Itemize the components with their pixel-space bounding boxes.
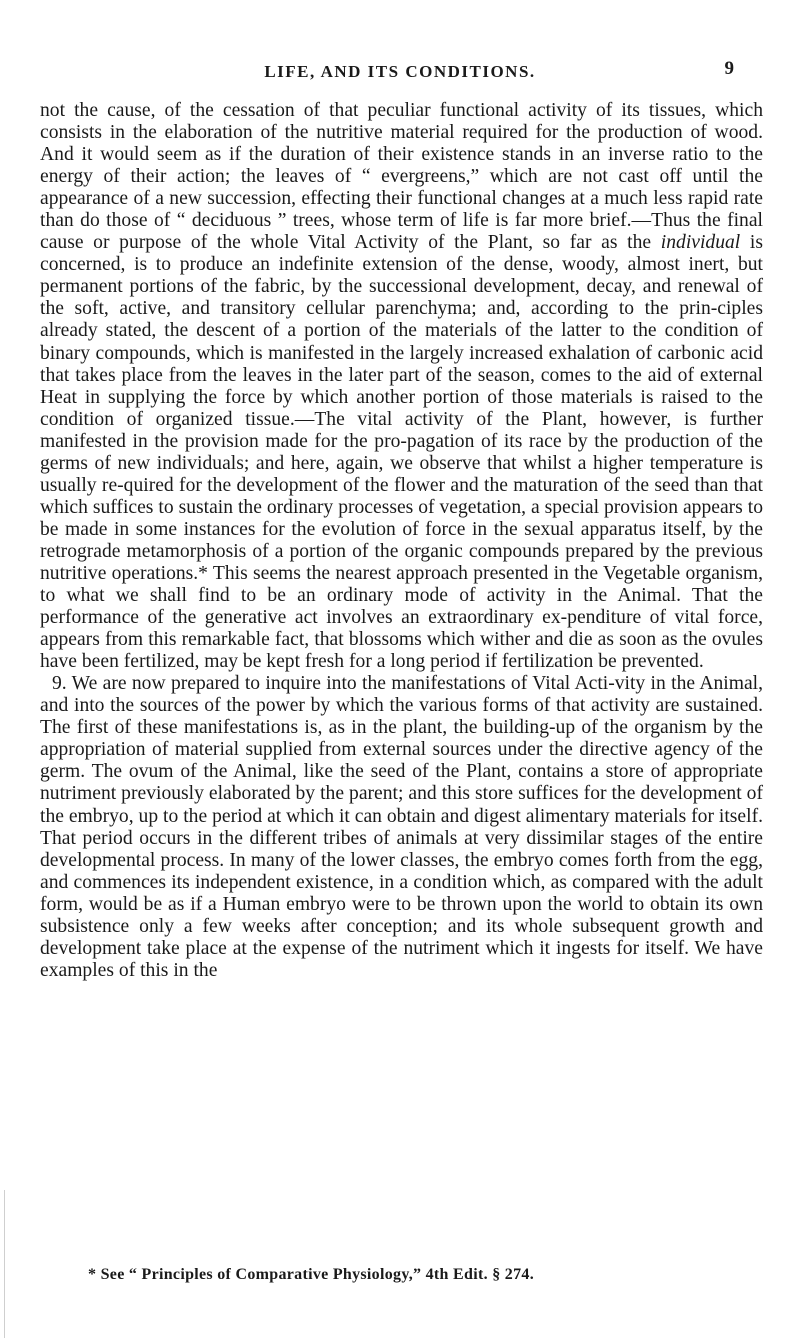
paragraph-1 (40, 100, 763, 673)
page-number: 9 (724, 58, 734, 79)
page-edge-rule (4, 1190, 5, 1338)
emphasis-individual: individual (660, 232, 741, 254)
running-title: LIFE, AND ITS CONDITIONS. (264, 62, 536, 81)
running-head (0, 58, 800, 86)
footnote: * See “ Principles of Comparative Physiology,” 4th Edit. § 274. (88, 1266, 535, 1283)
paragraph-1-text-after: is concerned, is to produce an indefinite extension of the dense, woody, almost inert, but permanent portions of the fabric, by the successional development, decay, and renewal of the soft, active, and transitory cellular parenchyma; and, according to the prin-ciples already stated, the descent of a portion of the materials of the latter to the condition of binary compounds, which is manifested in the largely increased exhalation of carbonic acid that takes place from the leaves in the later part of the season, comes to the aid of external Heat in supplying the force by which another portion of those materials is raised to the condition of organized tissue.—The vital activity of the Plant, however, is further manifested in the provision made for the pro-pagation of its race by the production of the germs of new individuals; and here, again, we observe that whilst a higher temperature is usually re-quired for the development of the flower and the maturation of the seed than that which suffices to sustain the ordinary processes of vegetation, a special provision appears to be made in some instances for the evolution of force in the sexual apparatus itself, by the retrograde metamorphosis of a portion of the organic compounds prepared by the previous nutritive operations.* This seems the nearest approach presented in the Vegetable organism, to what we shall find to be an ordinary mode of activity in the Animal. That the performance of the generative act involves an extraordinary ex-penditure of vital force, appears from this remarkable fact, that blossoms which wither and die as soon as the ovules have been fertilized, may be kept fresh for a long period if fertilization be prevented. (40, 232, 763, 673)
body-text (40, 100, 763, 982)
paragraph-1-text-before: not the cause, of the cessation of that peculiar functional activity of its tissues, which consists in the elaboration of the nutritive material required for the production of wood. And it would seem as if the duration of their existence stands in an inverse ratio to the energy of their action; the leaves of “ evergreens,” which are not cast off until the appearance of a new succession, effecting their functional changes at a much less rapid rate than do those of “ deciduous ” trees, whose term of life is far more brief.—Thus the final cause or purpose of the whole Vital Activity of the Plant, so far as the (40, 100, 763, 254)
paragraph-2: 9. We are now prepared to inquire into the manifestations of Vital Acti-vity in the Animal, and into the sources of the power by which the various forms of that activity are sustained. The first of these manifestations is, as in the plant, the building-up of the organism by the appropriation of material supplied from external sources under the directive agency of the germ. The ovum of the Animal, like the seed of the Plant, contains a store of appropriate nutriment previously elaborated by the parent; and this store suffices for the development of the embryo, up to the period at which it can obtain and digest alimentary materials for itself. That period occurs in the different tribes of animals at very dissimilar stages of the entire developmental process. In many of the lower classes, the embryo comes forth from the egg, and commences its independent existence, in a condition which, as compared with the adult form, would be as if a Human embryo were to be thrown upon the world to obtain its own subsistence only a few weeks after conception; and its whole subsequent growth and development take place at the expense of the nutriment which it ingests for itself. We have examples of this in the (40, 673, 763, 981)
